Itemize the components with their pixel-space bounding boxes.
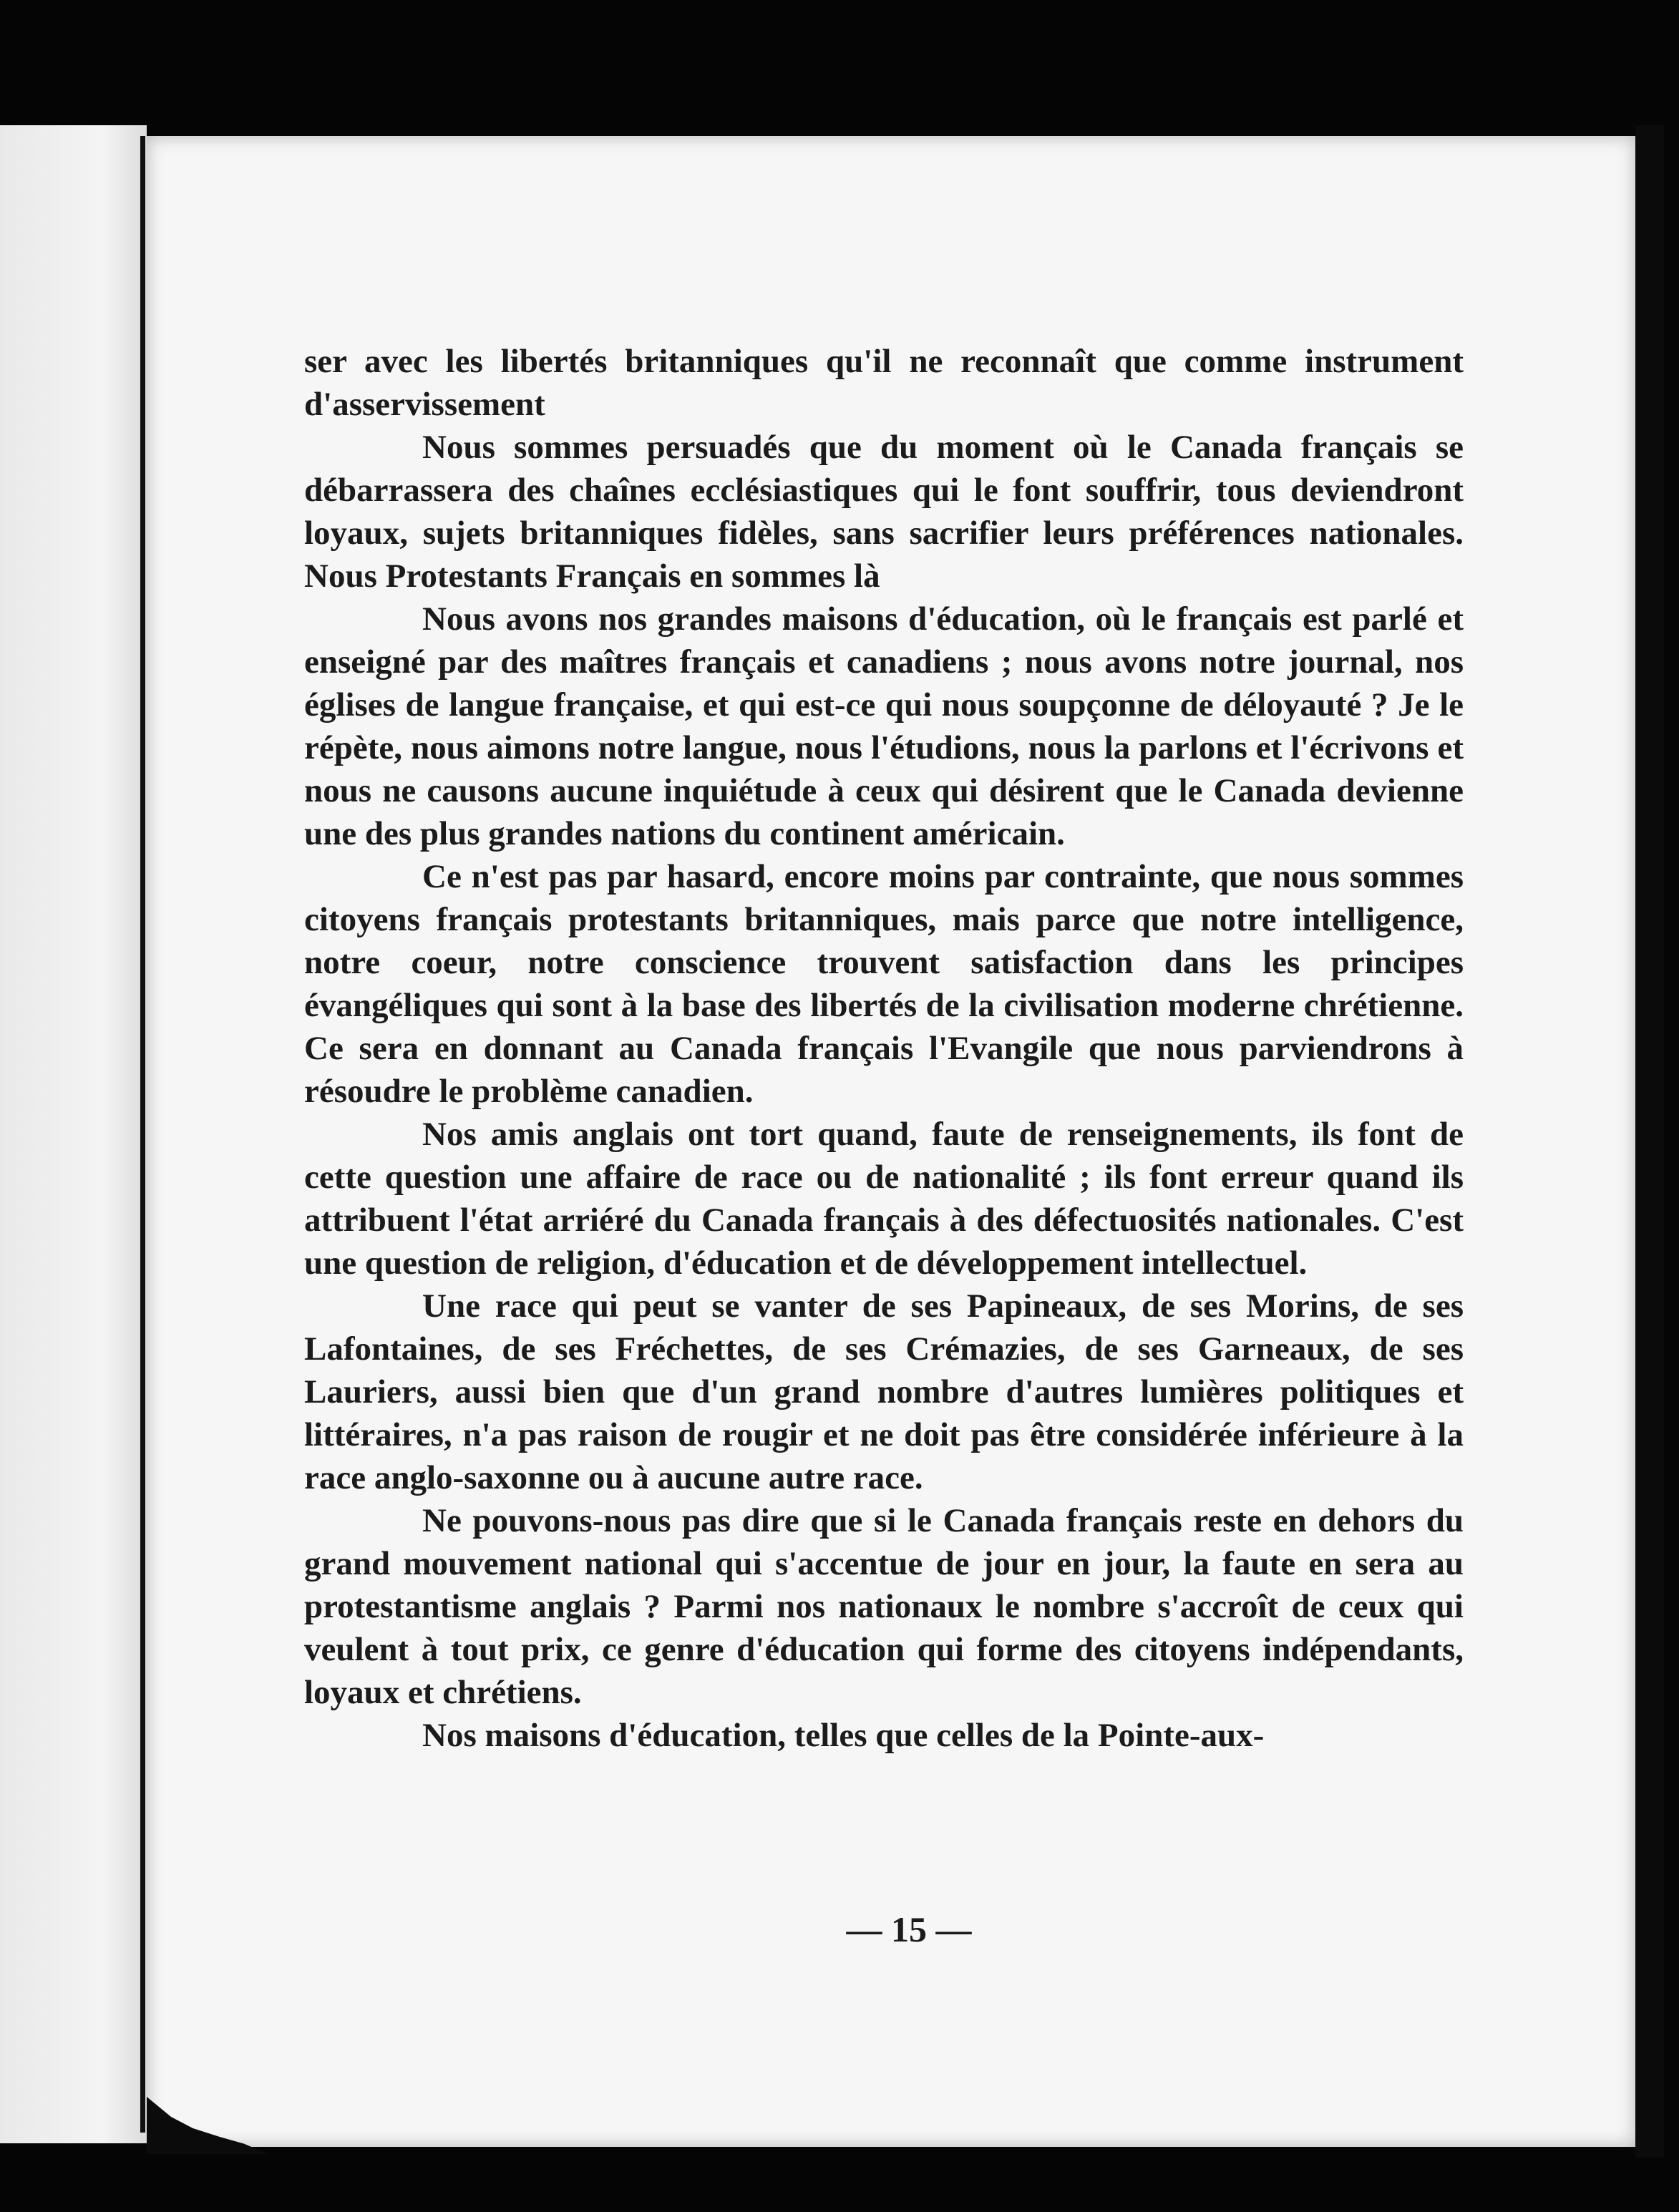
paragraph-continuation: ser avec les libertés britanniques qu'il ne reconnaît que comme instrument d'asservissement — [304, 343, 1464, 423]
page-binding-edge — [140, 136, 145, 2133]
paragraph-persuades: Nous sommes persuadés que du moment où le Canada français se débarrassera des chaînes ecclésiastiques qui le font souffrir, tous deviendront loyaux, sujets britanniques fidèles, sans sacrifier leurs préférences nationales. Nous Protestants Français en sommes là — [304, 429, 1464, 595]
paragraph-english-friends: Nos amis anglais ont tort quand, faute de renseignements, ils font de cette question une affaire de race ou de nationalité ; ils font erreur quand ils attribuent l'état arriéré du Canada français à des défectuosités nationales. C'est une question de religion, d'éducation et de développement intellectuel. — [304, 1116, 1464, 1282]
paragraph-race: Une race qui peut se vanter de ses Papineaux, de ses Morins, de ses Lafontaines, de ses Fréchettes, de ses Crémazies, de ses Garneaux, de ses Lauriers, aussi bien que d'un grand nombre d'autres lumières politiques et littéraires, n'a pas raison de rougir et ne doit pas être considérée inférieure à la race anglo-saxonne ou à aucune autre race. — [304, 1287, 1464, 1496]
paragraph-education: Nous avons nos grandes maisons d'éducation, où le français est parlé et enseigné par des maîtres français et canadiens ; nous avons notre journal, nos églises de langue française, et qui est-ce qui nous soupçonne de déloyauté ? Je le répète, nous aimons notre langue, nous l'étudions, nous la parlons et l'écrivons et nous ne causons aucune inquiétude à ceux qui désirent que le Canada devienne une des plus grandes nations du continent américain. — [304, 600, 1464, 852]
paragraph-maisons: Nos maisons d'éducation, telles que celles de la Pointe-aux- — [422, 1717, 1265, 1754]
paragraph-not-by-chance: Ce n'est pas par hasard, encore moins par contrainte, que nous sommes citoyens français protestants britanniques, mais parce que notre intelligence, notre coeur, notre conscience trouvent satisfaction dans les principes évangéliques qui sont à la base des libertés de la civilisation moderne chrétienne. Ce sera en donnant au Canada français l'Evangile que nous parviendrons à résoudre le problème canadien. — [304, 858, 1464, 1110]
paragraph-national-movement: Ne pouvons-nous pas dire que si le Canada français reste en dehors du grand mouvement national qui s'accentue de jour en jour, la faute en sera au protestantisme anglais ? Parmi nos nationaux le nombre s'accroît de ceux qui veulent à tout prix, ce genre d'éducation qui forme des citoyens indépendants, loyaux et chrétiens. — [304, 1502, 1464, 1711]
right-shadow — [1635, 125, 1664, 2158]
document-body — [304, 340, 1464, 1757]
previous-page-edge — [0, 125, 147, 2143]
page-number: — 15 — — [846, 1909, 972, 1949]
